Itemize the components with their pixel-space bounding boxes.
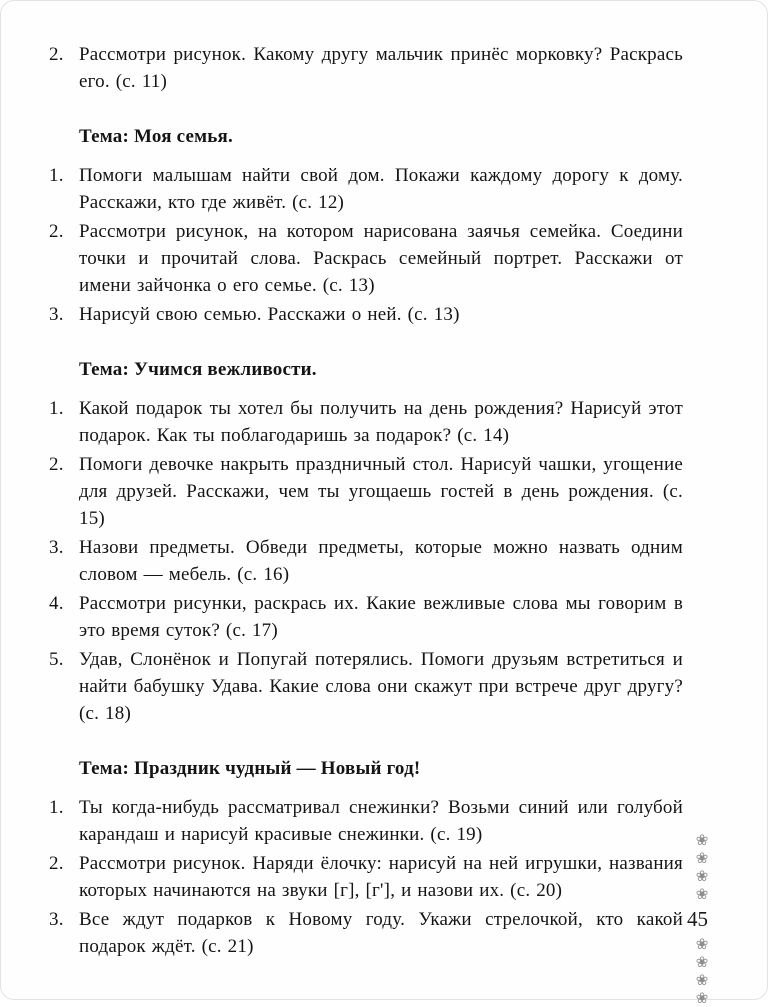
task-item: [49, 301, 683, 328]
flower-icon: ❀: [695, 885, 709, 903]
topic-section: [49, 41, 683, 95]
task-item: [49, 162, 683, 216]
task-item: [49, 395, 683, 449]
task-number: 3.: [49, 304, 64, 325]
task-text: Назови предметы. Обведи предметы, которые можно назвать одним словом — мебель. (с. 16): [79, 537, 683, 585]
task-number: 5.: [49, 649, 64, 670]
task-item: [49, 451, 683, 532]
task-text: Нарисуй свою семью. Расскажи о ней. (с. 13): [79, 304, 460, 325]
task-item: [49, 794, 683, 848]
task-item: [49, 906, 683, 960]
task-item: [49, 218, 683, 299]
task-text: Рассмотри рисунки, раскрась их. Какие вежливые слова мы говорим в это время суток? (с. 17): [79, 593, 683, 641]
task-text: Ты когда-нибудь рассматривал снежинки? Возьми синий или голубой карандаш и нарисуй красивые снежинки. (с. 19): [79, 797, 683, 845]
task-number: 2.: [49, 221, 64, 242]
topic-heading: Тема: Праздник чудный — Новый год!: [79, 758, 421, 779]
task-item: [49, 850, 683, 904]
task-text: Какой подарок ты хотел бы получить на день рождения? Нарисуй этот подарок. Как ты поблагодаришь за подарок? (с. 14): [79, 398, 683, 446]
page-number: 45: [687, 907, 708, 931]
task-text: Рассмотри рисунок. Какому другу мальчик принёс морковку? Раскрась его. (с. 11): [79, 44, 683, 92]
task-number: 2.: [49, 44, 64, 65]
task-number: 4.: [49, 593, 64, 614]
task-text: Удав, Слонёнок и Попугай потерялись. Помоги друзьям встретиться и найти бабушку Удава. Какие слова они скажут при встрече друг другу? (с. 18): [79, 649, 683, 724]
task-number: 2.: [49, 853, 64, 874]
task-list: [49, 41, 683, 962]
task-number: 1.: [49, 797, 64, 818]
flower-icon: ❀: [695, 935, 709, 953]
task-number: 2.: [49, 454, 64, 475]
flower-icon: ❀: [695, 831, 709, 849]
flower-icon: ❀: [695, 867, 709, 885]
task-number: 3.: [49, 537, 64, 558]
task-number: 1.: [49, 165, 64, 186]
task-text: Рассмотри рисунок. Наряди ёлочку: нарисуй на ней игрушки, названия которых начинаются на звуки [г], [г'], и назови их. (с. 20): [79, 853, 683, 901]
flower-ornament-bottom: [696, 935, 709, 1007]
flower-icon: ❀: [695, 989, 709, 1007]
topic-heading: Тема: Моя семья.: [79, 126, 233, 147]
task-number: 3.: [49, 909, 64, 930]
task-text: Помоги девочке накрыть праздничный стол. Нарисуй чашки, угощение для друзей. Расскажи, чем ты угощаешь гостей в день рождения. (с. 15): [79, 454, 683, 529]
topic-heading: Тема: Учимся вежливости.: [79, 359, 317, 380]
task-item: [49, 41, 683, 95]
task-text: Все ждут подарков к Новому году. Укажи стрелочкой, кто какой подарок ждёт. (с. 21): [79, 909, 683, 957]
flower-icon: ❀: [695, 849, 709, 867]
topic-section: [49, 123, 683, 328]
task-text: Помоги малышам найти свой дом. Покажи каждому дорогу к дому. Расскажи, кто где живёт. (с. 12): [79, 165, 683, 213]
task-item: [49, 534, 683, 588]
side-ornament: [687, 831, 717, 1007]
task-text: Рассмотри рисунок, на котором нарисована заячья семейка. Соедини точки и прочитай слова. Раскрась семейный портрет. Расскажи от имени зайчонка о его семье. (с. 13): [79, 221, 683, 296]
topic-section: [49, 755, 683, 960]
topic-section: [49, 356, 683, 727]
flower-icon: ❀: [695, 953, 709, 971]
task-number: 1.: [49, 398, 64, 419]
flower-icon: ❀: [695, 971, 709, 989]
task-item: [49, 590, 683, 644]
flower-ornament-top: [696, 831, 709, 903]
task-item: [49, 646, 683, 727]
